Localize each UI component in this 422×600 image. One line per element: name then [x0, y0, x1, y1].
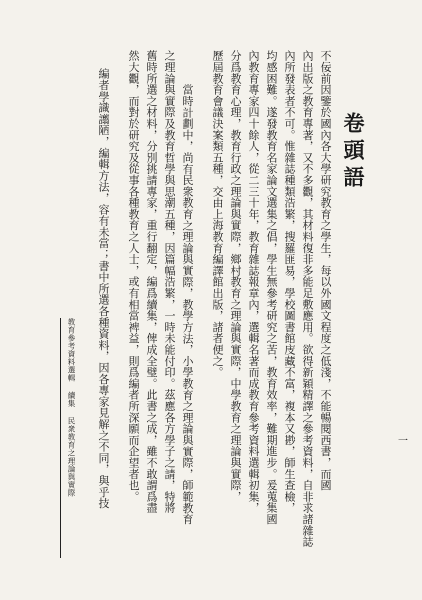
- text-column-2: 內出版之教育專著，又不多觀，其材料復非多能足敷應用。欲得新穎精譯之參考資料，自非求諸雜誌: [301, 50, 314, 548]
- text-column-3: 內所發表者不可。惟雜誌種類浩繁，搜羅匪易，學校圖書館庋藏不富，複本又尠，師生查檢，: [283, 50, 296, 514]
- text-column-5: 內教育專家四十餘人，從二三十年，教育雜誌報章內，選輯名著而成教育參考資料選輯初集，: [247, 50, 260, 514]
- text-column-11: 然大觀，而對於研究及從事各種教育之人士，或有相當裨益，則爲編者所深願而企望者也。: [127, 50, 140, 502]
- text-column-4: 均感困難。遂發教育名家論文選集之倡，學生無參考研究之苦，教育效率，難期進步。爰蒐集國: [265, 50, 278, 525]
- text-column-12: 編者學識譾陋，編輯方法，容有未當；書中所選各種資料，因各專家見解之不同，與乎技: [97, 68, 110, 509]
- heading: 卷頭語: [341, 112, 366, 193]
- footer-rule: [60, 318, 61, 558]
- running-footer: 教育參考資料選輯 續集 民衆教育之理論與實際: [67, 318, 76, 497]
- text-column-10: 舊時所選之材料，分別挑請專家，重行翻定，編爲續集，俾成全璧。此書之成，雖不敢謂爲盡: [145, 50, 158, 514]
- text-column-7: 歷屆教育會議決案類五種，交由上海教育編譯館出版，諸者便之。: [211, 50, 224, 378]
- text-column-6: 分爲教育心理，教育行政之理論與實際，鄉村教育之理論與實際，中學教育之理論與實際，: [229, 50, 242, 502]
- page-number: 一: [398, 436, 408, 447]
- text-column-1: 不佞前因鑒於國內各大學研究教育之學生，每以外國文程度之低淺，不能暢閱西書，而國: [319, 50, 332, 491]
- text-column-9: 之理論與實際及教育哲學與思潮五種，因篇幅浩繁，一時未能付印。茲應各方學子之請，特將: [163, 50, 176, 514]
- text-column-8: 當時計劃中，尚有民衆教育之理論與實際，教學方法，小學教育之理論與實際，師範教育: [181, 84, 194, 525]
